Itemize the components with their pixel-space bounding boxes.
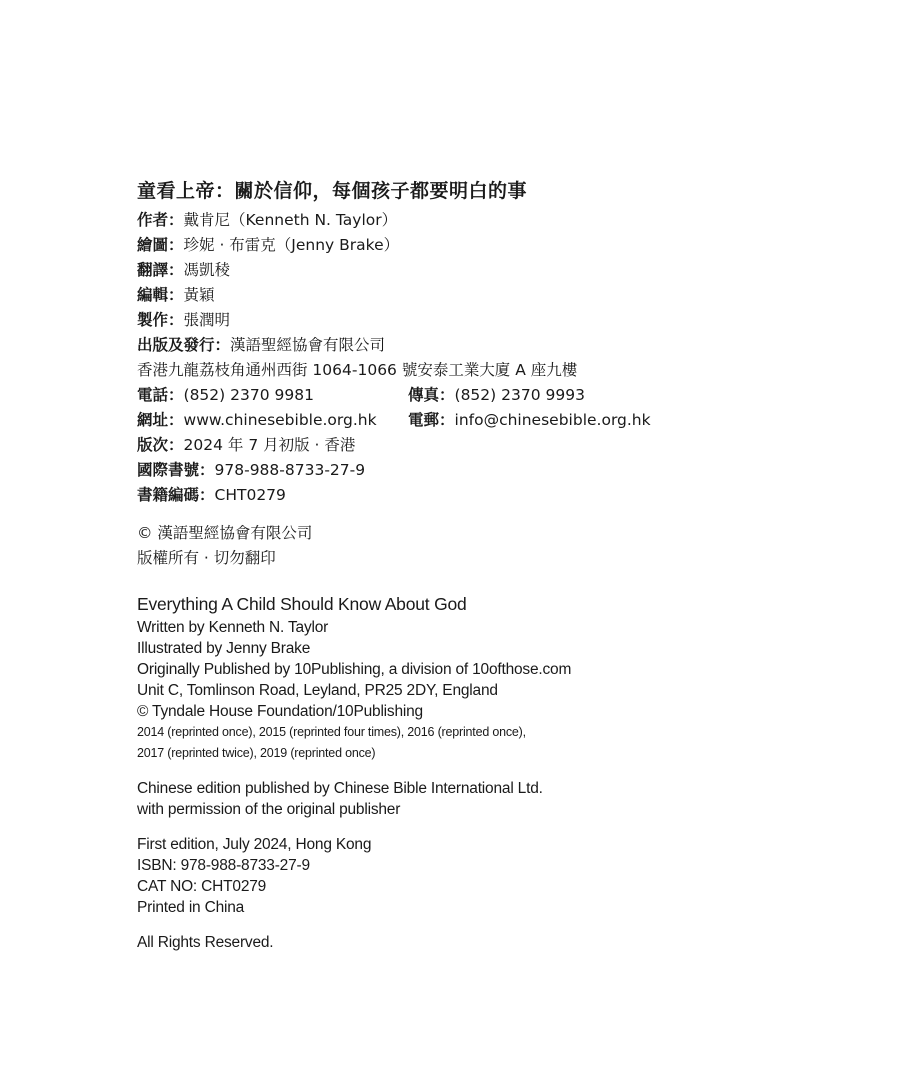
author-line — [137, 208, 837, 233]
web-email-line — [137, 408, 837, 433]
publisher-address: 香港九龍荔枝角通州西街 1064-1066 號安泰工業大廈 A 座九樓 — [137, 361, 578, 379]
editor-label: 編輯： — [137, 286, 184, 304]
phone-fax-line — [137, 383, 837, 408]
catalog-label: 書籍編碼： — [137, 486, 215, 504]
chinese-book-title: 童看上帝：關於信仰，每個孩子都要明白的事 — [137, 180, 528, 202]
english-book-title: Everything A Child Should Know About God — [137, 594, 467, 614]
originally-published: Originally Published by 10Publishing, a division of 10ofthose.com — [137, 661, 572, 678]
english-cat-no: CAT NO: CHT0279 — [137, 878, 267, 895]
editor-value: 黃穎 — [183, 286, 215, 304]
edition-value: 2024 年 7 月初版 · 香港 — [183, 436, 356, 454]
original-publisher-address: Unit C, Tomlinson Road, Leyland, PR25 2DY, England — [137, 682, 498, 699]
website-value: www.chinesebible.org.hk — [183, 411, 377, 429]
fax-value: (852) 2370 9993 — [454, 386, 585, 404]
phone-value: (852) 2370 9981 — [183, 386, 314, 404]
chinese-imprint — [137, 178, 837, 571]
publisher-label: 出版及發行： — [137, 336, 231, 354]
illustrator-value: 珍妮 · 布雷克（Jenny Brake） — [183, 236, 400, 254]
website-entry — [137, 408, 408, 433]
edition-label: 版次： — [137, 436, 184, 454]
publisher-line — [137, 333, 837, 358]
first-edition: First edition, July 2024, Hong Kong — [137, 836, 372, 853]
website-label: 網址： — [137, 411, 184, 429]
chinese-edition-note-1: Chinese edition published by Chinese Bible International Ltd. — [137, 780, 543, 797]
author-value: 戴肯尼（Kenneth N. Taylor） — [183, 211, 398, 229]
phone-label: 電話： — [137, 386, 184, 404]
isbn-label: 國際書號： — [137, 461, 215, 479]
catalog-line — [137, 483, 837, 508]
translator-value: 馮凱稜 — [183, 261, 231, 279]
reprint-history-2: 2017 (reprinted twice), 2019 (reprinted once) — [137, 746, 376, 760]
edition-line — [137, 433, 837, 458]
chinese-copyright-block — [137, 521, 837, 571]
email-label: 電郵： — [408, 411, 455, 429]
illustrated-by: Illustrated by Jenny Brake — [137, 640, 311, 657]
author-label: 作者： — [137, 211, 184, 229]
illustrator-label: 繪圖： — [137, 236, 184, 254]
translator-label: 翻譯： — [137, 261, 184, 279]
all-rights-reserved: All Rights Reserved. — [137, 934, 274, 951]
chinese-edition-note-2: with permission of the original publisher — [137, 801, 401, 818]
production-line — [137, 308, 837, 333]
english-copyright: © Tyndale House Foundation/10Publishing — [137, 703, 423, 720]
fax-label: 傳真： — [408, 386, 455, 404]
reprint-history-1: 2014 (reprinted once), 2015 (reprinted four times), 2016 (reprinted once), — [137, 725, 526, 739]
chinese-rights: 版權所有 · 切勿翻印 — [137, 549, 276, 567]
isbn-line — [137, 458, 837, 483]
isbn-value: 978-988-8733-27-9 — [214, 461, 366, 479]
phone-entry — [137, 383, 408, 408]
catalog-value: CHT0279 — [214, 486, 286, 504]
chinese-copyright: © 漢語聖經協會有限公司 — [137, 524, 313, 542]
email-value: info@chinesebible.org.hk — [454, 411, 651, 429]
email-entry — [408, 408, 651, 433]
production-value: 張潤明 — [183, 311, 231, 329]
translator-line — [137, 258, 837, 283]
editor-line — [137, 283, 837, 308]
production-label: 製作： — [137, 311, 184, 329]
english-imprint — [137, 591, 837, 953]
copyright-page — [137, 178, 837, 953]
printed-in: Printed in China — [137, 899, 245, 916]
english-isbn: ISBN: 978-988-8733-27-9 — [137, 857, 310, 874]
written-by: Written by Kenneth N. Taylor — [137, 619, 329, 636]
fax-entry — [408, 383, 585, 408]
publisher-value: 漢語聖經協會有限公司 — [230, 336, 386, 354]
illustrator-line — [137, 233, 837, 258]
